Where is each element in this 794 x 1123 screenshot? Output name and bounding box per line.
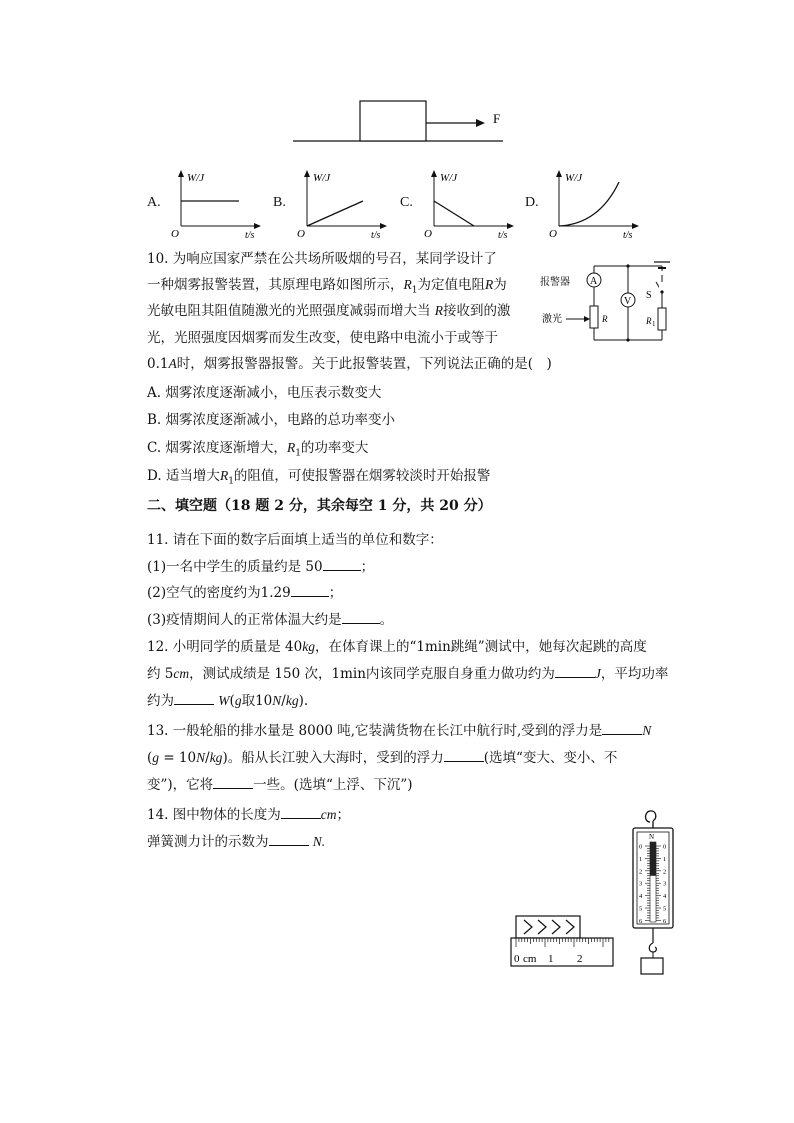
q11-stem: 11. 请在下面的数字后面填上适当的单位和数字：	[147, 532, 443, 548]
q10-option-a[interactable]: A. 烟雾浓度逐渐减小，电压表示数变大	[147, 385, 382, 401]
graph-x-label: t/s	[371, 230, 381, 240]
top-hook	[646, 811, 656, 822]
scale-label-right: 2	[663, 868, 667, 876]
force-label: F	[493, 111, 501, 126]
graph-y-label: W/J	[440, 172, 458, 184]
ruler-label-2: 2	[577, 953, 583, 965]
q14-line-2: 弹簧测力计的示数为 N.	[147, 834, 326, 850]
spring-coil	[650, 842, 656, 876]
graph-origin: O	[297, 228, 305, 240]
ruler-label-0: 0	[514, 953, 520, 965]
q10-line-4: 光，光照强度因烟雾而发生改变，使电路中电流小于或等于	[147, 330, 498, 346]
option-label: A.	[147, 195, 161, 210]
option-label: B.	[273, 195, 286, 210]
scale-label-left: 3	[639, 880, 643, 888]
answer-blank[interactable]	[213, 776, 253, 789]
svg-text:V: V	[624, 296, 632, 307]
option-label: D.	[525, 195, 539, 210]
q13-line-3: 变”)，它将 一些。(选填“上浮、下沉”)	[147, 777, 413, 793]
answer-blank[interactable]	[269, 833, 309, 846]
force-arrowhead	[476, 119, 485, 127]
q12-line-1: 12. 小明同学的质量是 40kg，在体育课上的“1min跳绳”测试中，她每次起跳的高度	[147, 639, 647, 655]
measured-object	[516, 916, 580, 938]
switch-label: S	[646, 290, 652, 301]
graph-line-increasing	[307, 201, 363, 226]
q14-line-1: 14. 图中物体的长度为 cm；	[147, 807, 351, 823]
scale-label-left: 5	[639, 905, 643, 913]
graph-y-label: W/J	[565, 172, 583, 184]
graph-origin: O	[171, 228, 179, 240]
graph-y-label: W/J	[187, 172, 205, 184]
q12-line-2: 约 5cm，测试成绩是 150 次，1min内该同学克服自身重力做功约为 J，平均功率	[147, 666, 669, 682]
scale-label-left: 6	[639, 917, 643, 925]
alarm-label: 报警器	[540, 277, 570, 288]
answer-blank[interactable]	[174, 692, 214, 705]
spring-scale-figure	[628, 808, 678, 978]
answer-blank[interactable]	[555, 665, 595, 678]
graph-x-label: t/s	[623, 230, 633, 240]
answer-blank[interactable]	[291, 584, 329, 597]
q10-line-5: 0.1A时，烟雾报警器报警。关于此报警装置，下列说法正确的是( )	[147, 356, 552, 372]
q12-line-3: 约为 W(g取10N/kg).	[147, 693, 309, 709]
option-label: C.	[400, 195, 413, 210]
photoresistor	[590, 306, 598, 328]
answer-blank[interactable]	[444, 749, 484, 762]
answer-blank[interactable]	[323, 558, 361, 571]
graph-b	[291, 168, 391, 240]
svg-text:R: R	[602, 314, 608, 324]
graph-x-label: t/s	[245, 230, 255, 240]
graph-y-label: W/J	[313, 172, 331, 184]
scale-label-right: 3	[663, 880, 667, 888]
svg-text:R: R	[646, 316, 652, 326]
scale-label-right: 4	[663, 893, 667, 901]
r1-resistor	[658, 308, 666, 330]
hanging-weight	[641, 958, 663, 974]
q10-option-c[interactable]: C. 烟雾浓度逐渐增大，$R_1$的功率变大	[147, 440, 369, 459]
svg-text:A: A	[590, 276, 598, 287]
graph-c	[418, 168, 518, 240]
graph-a	[165, 168, 265, 240]
scale-label-right: 6	[663, 917, 667, 925]
q11-item-1: (1)一名中学生的质量约是 50 ；	[147, 559, 375, 575]
q10-option-b[interactable]: B. 烟雾浓度逐渐减小，电路的总功率变小	[147, 412, 396, 428]
scale-label-left: 4	[639, 893, 643, 901]
graph-d	[543, 168, 643, 240]
scale-label-right: 5	[663, 905, 667, 913]
answer-blank[interactable]	[602, 722, 642, 735]
graph-x-label: t/s	[498, 230, 508, 240]
section2-heading: 二、填空题（18 题 2 分，其余每空 1 分，共 20 分）	[147, 498, 492, 514]
smoke-alarm-circuit	[538, 258, 670, 348]
q10-option-d[interactable]: D. 适当增大$R_1$的阻值，可使报警器在烟雾较淡时开始报警	[147, 468, 491, 487]
bottom-hook	[649, 943, 656, 952]
answer-blank[interactable]	[342, 611, 380, 624]
q10-line-3: 光敏电阻其阻值随激光的光照强度减弱而增大当 R接收到的激	[147, 303, 511, 319]
scale-label-right: 1	[663, 855, 667, 863]
q10-line-2: 一种烟雾报警装置，其原理电路如图所示，$R_1$为定值电阻R为	[147, 277, 507, 296]
q10-line-1: 10. 为响应国家严禁在公共场所吸烟的号召，某同学设计了	[147, 251, 497, 267]
block	[360, 101, 426, 141]
answer-blank[interactable]	[281, 806, 321, 819]
scale-unit: N	[649, 833, 655, 841]
graph-curve-increasing	[559, 182, 619, 226]
scale-label-right: 0	[663, 843, 667, 851]
ruler-unit: cm	[523, 953, 537, 965]
graph-origin: O	[549, 228, 557, 240]
q11-item-3: (3)疫情期间人的正常体温大约是 。	[147, 612, 394, 628]
ruler-figure	[510, 914, 616, 970]
block-force-figure	[285, 95, 515, 150]
q13-line-1: 13. 一般轮船的排水量是 8000 吨,它装满货物在长江中航行时,受到的浮力是 N	[147, 723, 652, 739]
scale-label-left: 1	[639, 855, 643, 863]
q13-line-2: (g = 10N/kg)。船从长江驶入大海时，受到的浮力 (选填“变大、变小、不	[147, 750, 618, 766]
graph-line-decreasing	[434, 201, 474, 226]
scale-label-left: 2	[639, 868, 643, 876]
graph-origin: O	[424, 228, 432, 240]
laser-label: 激光	[542, 314, 562, 325]
q11-item-2: (2)空气的密度约为1.29 ；	[147, 585, 343, 601]
scale-label-left: 0	[639, 843, 643, 851]
svg-text:1: 1	[652, 320, 656, 328]
ruler-label-1: 1	[548, 953, 554, 965]
